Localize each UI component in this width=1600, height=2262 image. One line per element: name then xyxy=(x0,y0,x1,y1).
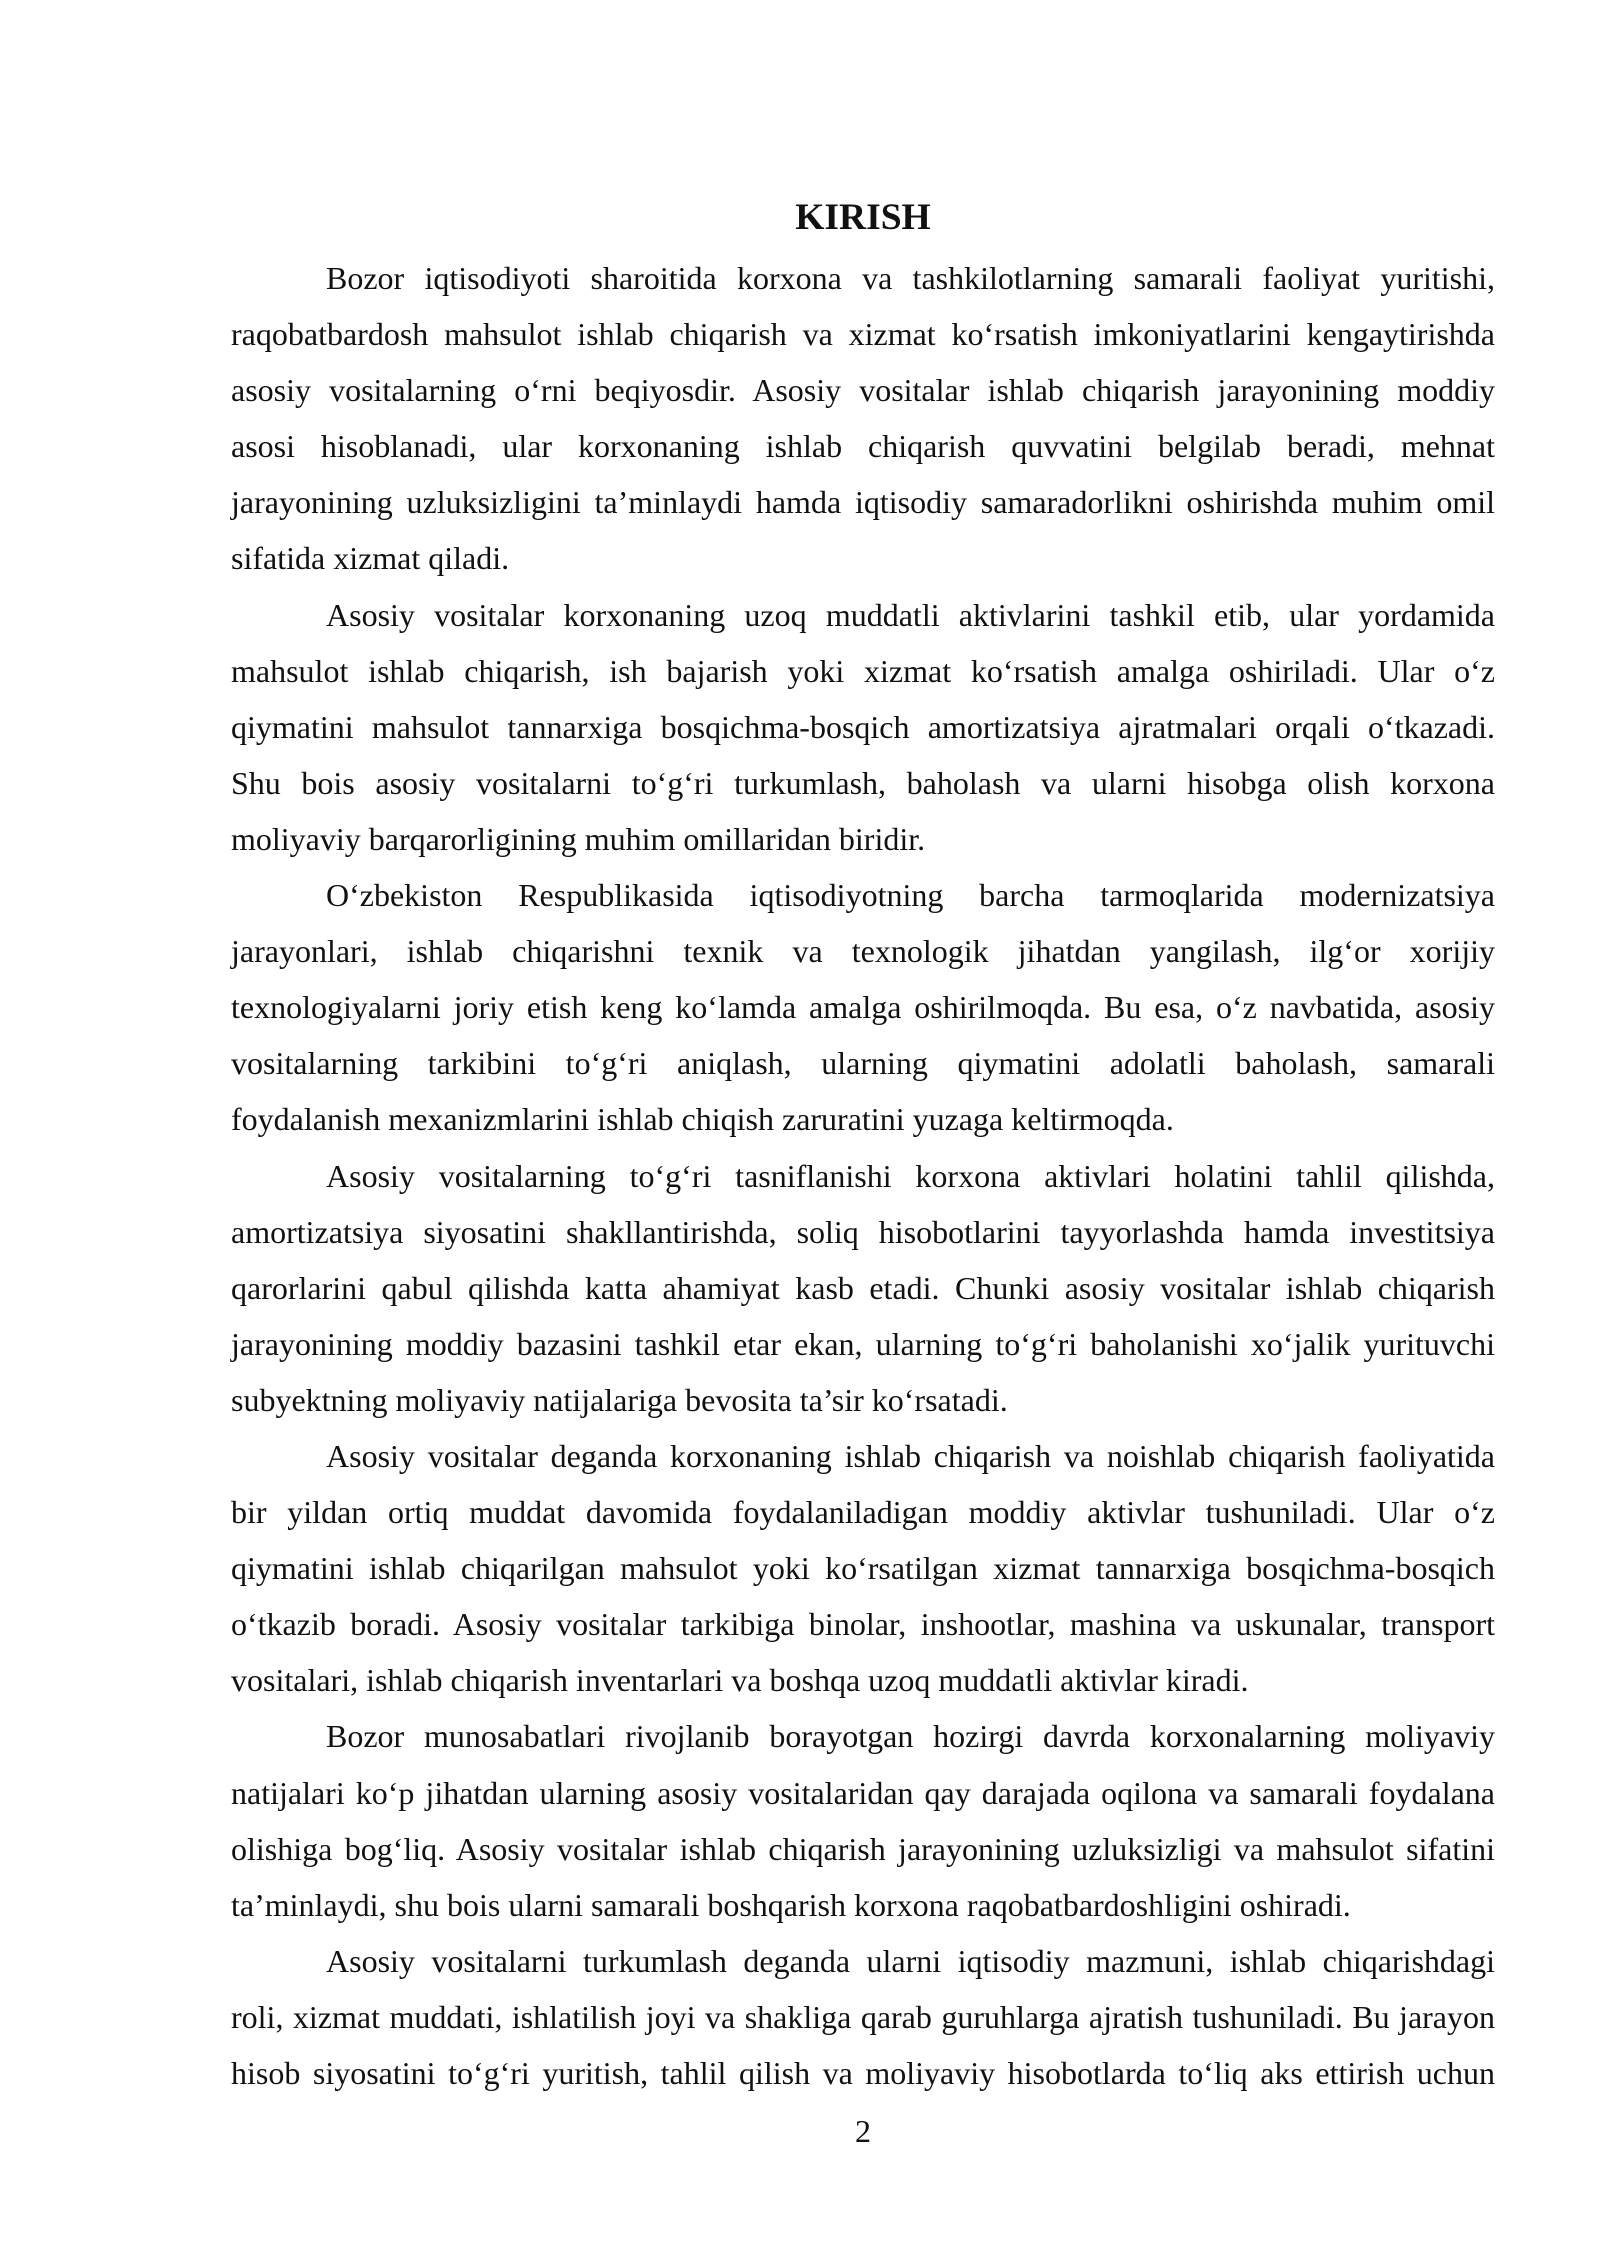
text-line: raqobatbardosh mahsulot ishlab chiqarish va xizmat ko‘rsatish imkoniyatlarini kengaytirishda xyxy=(231,316,1495,353)
text-line: mahsulot ishlab chiqarish, ish bajarish yoki xizmat ko‘rsatish amalga oshiriladi. Ular o‘z xyxy=(231,652,1495,689)
paragraph xyxy=(231,250,1495,587)
text-line: Asosiy vositalar korxonaning uzoq muddatli aktivlarini tashkil etib, ular yordamida xyxy=(326,596,1495,633)
page-number: 2 xyxy=(855,2113,871,2149)
text-line: roli, xizmat muddati, ishlatilish joyi va shakliga qarab guruhlarga ajratish tushuniladi. Bu jarayon xyxy=(231,1998,1495,2035)
text-line: O‘zbekiston Respublikasida iqtisodiyotning barcha tarmoqlarida modernizatsiya xyxy=(326,877,1495,914)
paragraph xyxy=(231,1428,1495,1708)
text-line: vositalarning tarkibini to‘g‘ri aniqlash, ularning qiymatini adolatli baholash, samarali xyxy=(231,1045,1495,1082)
text-line: Shu bois asosiy vositalarni to‘g‘ri turkumlash, baholash va ularni hisobga olish korxona xyxy=(231,764,1495,801)
text-line: sifatida xizmat qiladi. xyxy=(231,540,510,577)
text-line: jarayonlari, ishlab chiqarishni texnik va texnologik jihatdan yangilash, ilg‘or xorijiy xyxy=(231,933,1495,970)
paragraph xyxy=(231,587,1495,867)
text-line: asosiy vositalarning o‘rni beqiyosdir. Asosiy vositalar ishlab chiqarish jarayonining moddiy xyxy=(231,372,1495,409)
text-line: hisob siyosatini to‘g‘ri yuritish, tahlil qilish va moliyaviy hisobotlarda to‘liq aks ettirish uchun xyxy=(231,2055,1495,2091)
text-line: amortizatsiya siyosatini shakllantirishda, soliq hisobotlarini tayyorlashda hamda investitsiya xyxy=(231,1213,1495,1250)
text-line: qiymatini ishlab chiqarilgan mahsulot yoki ko‘rsatilgan xizmat tannarxiga bosqichma-bosqich xyxy=(231,1550,1495,1587)
text-line: Bozor iqtisodiyoti sharoitida korxona va tashkilotlarning samarali faoliyat yuritishi, xyxy=(326,260,1495,296)
text-line: qiymatini mahsulot tannarxiga bosqichma-bosqich amortizatsiya ajratmalari orqali o‘tkazadi. xyxy=(231,708,1495,745)
text-line: qarorlarini qabul qilishda katta ahamiyat kasb etadi. Chunki asosiy vositalar ishlab chiqarish xyxy=(231,1269,1495,1306)
text-line: jarayonining moddiy bazasini tashkil etar ekan, ularning to‘g‘ri baholanishi xo‘jalik yurituvchi xyxy=(231,1325,1495,1362)
text-line: jarayonining uzluksizligini ta’minlaydi hamda iqtisodiy samaradorlikni oshirishda muhim omil xyxy=(231,484,1495,521)
text-line: moliyaviy barqarorligining muhim omillaridan biridir. xyxy=(231,820,926,857)
text-line: asosi hisoblanadi, ular korxonaning ishlab chiqarish quvvatini belgilab beradi, mehnat xyxy=(231,428,1495,465)
text-line: vositalari, ishlab chiqarish inventarlari va boshqa uzoq muddatli aktivlar kiradi. xyxy=(231,1662,1249,1699)
paragraph xyxy=(231,1708,1495,1932)
text-line: ta’minlaydi, shu bois ularni samarali boshqarish korxona raqobatbardoshligini oshiradi. xyxy=(231,1886,1351,1923)
text-line: bir yildan ortiq muddat davomida foydalaniladigan moddiy aktivlar tushuniladi. Ular o‘z xyxy=(231,1494,1495,1531)
text-line: olishiga bog‘liq. Asosiy vositalar ishlab chiqarish jarayonining uzluksizligi va mahsulot sifatini xyxy=(231,1830,1495,1867)
text-line: o‘tkazib boradi. Asosiy vositalar tarkibiga binolar, inshootlar, mashina va uskunalar, transport xyxy=(231,1606,1495,1643)
paragraph xyxy=(231,867,1495,1147)
text-line: Asosiy vositalar deganda korxonaning ishlab chiqarish va noishlab chiqarish faoliyatida xyxy=(326,1437,1495,1474)
text-line: Asosiy vositalarni turkumlash deganda ularni iqtisodiy mazmuni, ishlab chiqarishdagi xyxy=(326,1942,1495,1979)
text-line: texnologiyalarni joriy etish keng ko‘lamda amalga oshirilmoqda. Bu esa, o‘z navbatida, asosiy xyxy=(231,989,1495,1026)
paragraph xyxy=(231,1148,1495,1428)
text-line: natijalari ko‘p jihatdan ularning asosiy vositalaridan qay darajada oqilona va samarali foydalana xyxy=(231,1774,1495,1811)
body-text xyxy=(231,250,1495,2101)
text-line: foydalanish mexanizmlarini ishlab chiqish zaruratini yuzaga keltirmoqda. xyxy=(231,1101,1174,1138)
paragraph xyxy=(231,1933,1495,2101)
section-title: KIRISH xyxy=(795,197,931,238)
text-line: Bozor munosabatlari rivojlanib borayotgan hozirgi davrda korxonalarning moliyaviy xyxy=(326,1718,1495,1755)
text-line: subyektning moliyaviy natijalariga bevosita ta’sir ko‘rsatadi. xyxy=(231,1381,1008,1418)
text-line: Asosiy vositalarning to‘g‘ri tasniflanishi korxona aktivlari holatini tahlil qilishda, xyxy=(326,1157,1495,1194)
